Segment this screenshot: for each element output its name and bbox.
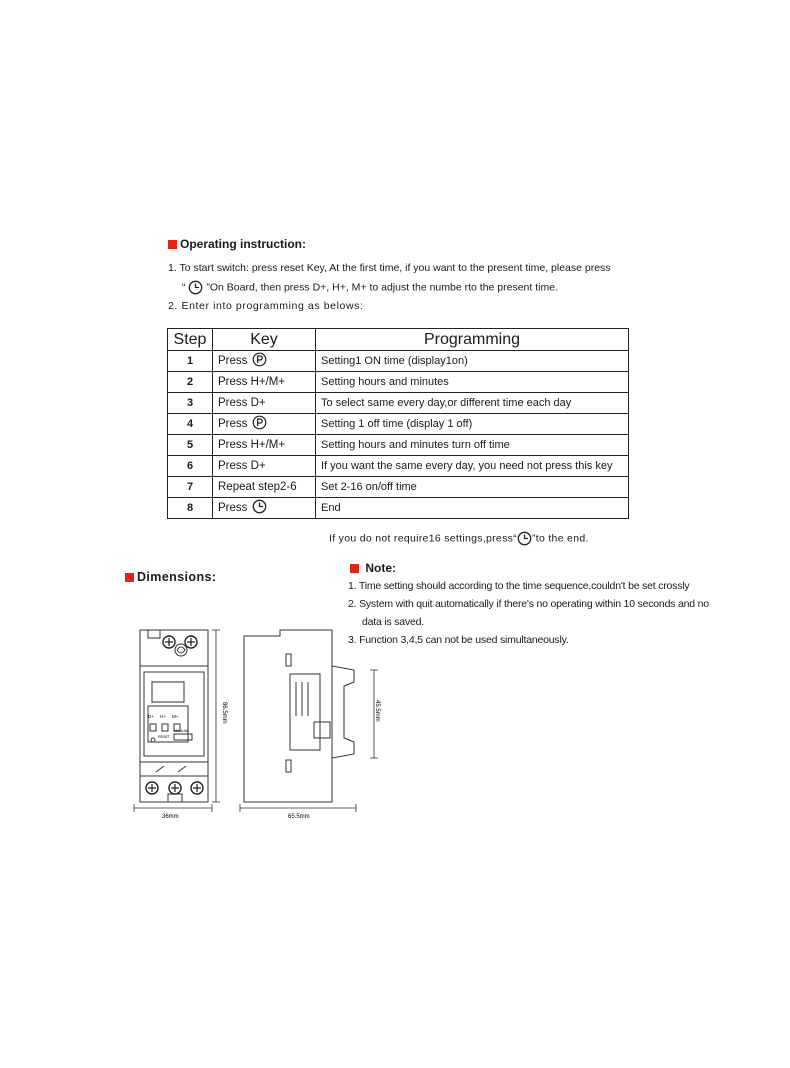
- p-circle-icon: [252, 352, 267, 370]
- step-cell: 8: [168, 498, 213, 519]
- table-row: [168, 393, 629, 414]
- reset-label: RESET: [158, 735, 170, 739]
- width-dimension-line: [134, 804, 212, 812]
- step-cell: 2: [168, 372, 213, 393]
- side-height-label: 45.5mm: [374, 700, 380, 722]
- screw-terminals-top: [163, 636, 197, 648]
- front-width-label: 36mm: [162, 814, 179, 820]
- screw-terminals-bottom: [146, 782, 203, 794]
- header-step: Step: [168, 329, 213, 351]
- step-cell: 1: [168, 351, 213, 372]
- table-row: [168, 435, 629, 456]
- key-label: Press: [218, 355, 248, 368]
- key-cell: [213, 456, 316, 477]
- front-height-label: 86.5mm: [221, 702, 227, 724]
- key-label: Repeat step2-6: [218, 481, 297, 493]
- key-cell: [213, 435, 316, 456]
- note-item: 1. Time setting should according to the time sequence,couldn't be set crossly: [348, 580, 690, 592]
- programming-cell: End: [316, 498, 629, 519]
- clock-icon: [252, 499, 267, 517]
- header-key: Key: [213, 329, 316, 351]
- side-width-dimension-line: [240, 804, 356, 812]
- clock-icon: [517, 531, 532, 546]
- key-cell: [213, 372, 316, 393]
- programming-cell: Setting 1 off time (display 1 off): [316, 414, 629, 435]
- instruction-line-1: 1. To start switch: press reset Key, At the first time, if you want to the present time, please press: [168, 262, 611, 274]
- programming-cell: Setting hours and minutes turn off time: [316, 435, 629, 456]
- step-cell: 6: [168, 456, 213, 477]
- step-cell: 7: [168, 477, 213, 498]
- red-square-icon: [168, 240, 177, 249]
- front-button-label: D+: [148, 714, 154, 719]
- side-width-label: 65.5mm: [288, 814, 310, 820]
- red-square-icon: [125, 573, 134, 582]
- dimensions-title: Dimensions:: [125, 570, 216, 584]
- programming-cell: Set 2-16 on/off time: [316, 477, 629, 498]
- note-item: data is saved.: [362, 616, 424, 628]
- instruction-line-2: “ ”On Board, then press D+, H+, M+ to adjust the numbe rto the present time.: [182, 281, 558, 294]
- programming-cell: Setting hours and minutes: [316, 372, 629, 393]
- key-label: Press H+/M+: [218, 376, 286, 388]
- height-dimension-line: [212, 630, 220, 802]
- step-cell: 3: [168, 393, 213, 414]
- side-view-drawing: [236, 626, 386, 826]
- operating-title: Operating instruction:: [168, 237, 306, 251]
- clock-icon: [188, 280, 203, 295]
- key-label: Press: [218, 502, 248, 515]
- key-cell: [213, 498, 316, 519]
- key-label: Press H+/M+: [218, 439, 286, 451]
- step-cell: 4: [168, 414, 213, 435]
- manual-label: MANUAL: [174, 729, 189, 733]
- table-row: [168, 498, 629, 519]
- red-square-icon: [350, 564, 359, 573]
- programming-cell: To select same every day,or different time each day: [316, 393, 629, 414]
- key-cell: [213, 414, 316, 435]
- note-title: Note:: [350, 561, 396, 575]
- programming-table: [167, 328, 629, 519]
- note-item: 2. System with quit automatically if there's no operating within 10 seconds and no: [348, 598, 709, 610]
- front-button-label: H+: [160, 714, 166, 719]
- table-row: [168, 414, 629, 435]
- table-row: [168, 372, 629, 393]
- key-cell: [213, 477, 316, 498]
- table-header-row: [168, 329, 629, 351]
- table-row: [168, 351, 629, 372]
- table-row: [168, 456, 629, 477]
- table-row: [168, 477, 629, 498]
- table-footnote: If you do not require16 settings,press“ ”to the end.: [329, 532, 589, 545]
- programming-cell: If you want the same every day, you need not press this key: [316, 456, 629, 477]
- key-label: Press D+: [218, 397, 266, 409]
- key-cell: [213, 351, 316, 372]
- front-view-drawing: [130, 626, 240, 826]
- note-item: 3. Function 3,4,5 can not be used simultaneously.: [348, 634, 569, 646]
- instruction-line-3: 2. Enter into programming as belows:: [168, 300, 364, 312]
- front-button-label: M+: [172, 714, 179, 719]
- step-cell: 5: [168, 435, 213, 456]
- key-label: Press D+: [218, 460, 266, 472]
- programming-cell: Setting1 ON time (display1on): [316, 351, 629, 372]
- header-programming: Programming: [316, 329, 629, 351]
- key-label: Press: [218, 418, 248, 431]
- key-cell: [213, 393, 316, 414]
- p-circle-icon: [252, 415, 267, 433]
